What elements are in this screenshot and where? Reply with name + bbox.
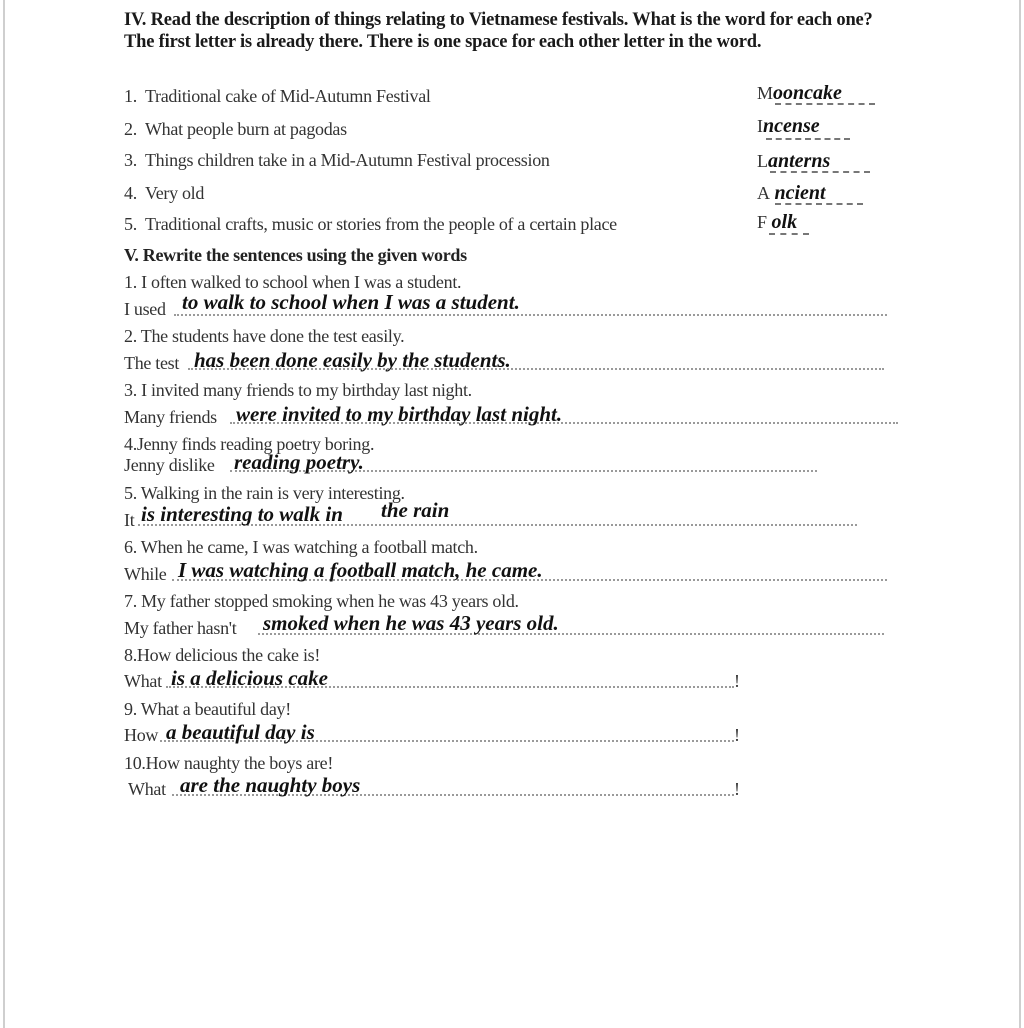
answer-dashes — [775, 103, 875, 105]
rewrite-lead-6: While — [124, 564, 167, 584]
festival-question-5 — [124, 214, 617, 235]
exclamation-mark: ! — [734, 779, 740, 799]
exclamation-mark: ! — [734, 725, 740, 745]
question-text: What people burn at pagodas — [144, 119, 347, 139]
answer-text: ncient — [774, 182, 826, 204]
rewrite-answer-7: smoked when he was 43 years old. — [263, 611, 559, 635]
rewrite-lead-8: What — [124, 671, 162, 691]
rewrite-answer-3: were invited to my birthday last night. — [236, 402, 563, 426]
rewrite-lead-1: I used — [124, 299, 166, 319]
festival-answer-5[interactable] — [757, 211, 797, 234]
question-text: Traditional crafts, music or stories from the people of a certain place — [144, 214, 617, 234]
rewrite-prompt-3: 3. I invited many friends to my birthday last night. — [124, 380, 472, 400]
rewrite-answer-9: a beautiful day is — [166, 720, 315, 744]
rewrite-answer-2: has been done easily by the students. — [194, 348, 511, 372]
rewrite-lead-10: What — [128, 779, 166, 799]
answer-dashes — [766, 138, 850, 140]
festival-question-1 — [124, 86, 431, 107]
answer-dashes — [770, 171, 870, 173]
rewrite-lead-9: How — [124, 725, 159, 745]
question-number: 4. — [124, 183, 137, 203]
question-number: 5. — [124, 214, 137, 234]
exclamation-mark: ! — [734, 671, 740, 691]
question-number: 1. — [124, 86, 137, 106]
answer-text: ooncake — [773, 82, 842, 104]
question-text: Very old — [144, 183, 205, 203]
festival-answer-1[interactable] — [757, 82, 842, 105]
rewrite-answer-6: I was watching a football match, he came. — [178, 558, 543, 582]
first-letter: L — [757, 151, 768, 171]
answer-text: ncense — [763, 115, 820, 137]
festival-answer-2[interactable] — [757, 115, 820, 138]
rewrite-prompt-8: 8.How delicious the cake is! — [124, 645, 321, 665]
festival-answer-3[interactable] — [757, 150, 830, 173]
rewrite-answer-8: is a delicious cake — [171, 666, 328, 690]
rewrite-prompt-2: 2. The students have done the test easily. — [124, 326, 405, 346]
first-letter: A — [757, 183, 770, 203]
rewrite-answer-10: are the naughty boys — [180, 773, 361, 797]
rewrite-lead-4: Jenny dislike — [124, 455, 215, 475]
first-letter: F — [757, 212, 768, 232]
rewrite-lead-3: Many friends — [124, 407, 217, 427]
section-iv-heading: IV. Read the description of things relating to Vietnamese festivals. What is the word for each one? The first letter is already there. There is one space for each other letter in the word. — [124, 10, 873, 52]
rewrite-prompt-5: 5. Walking in the rain is very interesting. — [124, 483, 405, 503]
question-text: Things children take in a Mid-Autumn Festival procession — [144, 150, 550, 170]
rewrite-lead-5: It — [124, 510, 135, 530]
rewrite-answer-5: is interesting to walk in — [141, 502, 343, 526]
first-letter: M — [757, 83, 774, 103]
question-number: 3. — [124, 150, 137, 170]
rewrite-prompt-4: 4.Jenny finds reading poetry boring. — [124, 434, 375, 454]
festival-question-4 — [124, 183, 204, 204]
rewrite-lead-2: The test — [124, 353, 180, 373]
rewrite-prompt-7: 7. My father stopped smoking when he was 43 years old. — [124, 591, 519, 611]
question-number: 2. — [124, 119, 137, 139]
first-letter: I — [757, 116, 763, 136]
festival-question-3 — [124, 150, 550, 171]
question-text: Traditional cake of Mid-Autumn Festival — [144, 86, 431, 106]
rewrite-answer-5-extra: the rain — [381, 498, 450, 522]
answer-dashes — [775, 203, 863, 205]
section-v-heading: V. Rewrite the sentences using the given words — [124, 245, 467, 265]
rewrite-answer-4: reading poetry. — [234, 450, 364, 474]
rewrite-prompt-6: 6. When he came, I was watching a football match. — [124, 537, 478, 557]
answer-text: anterns — [768, 150, 831, 172]
answer-text: olk — [771, 211, 798, 233]
festival-answer-4[interactable] — [757, 182, 826, 205]
rewrite-lead-7: My father hasn't — [124, 618, 237, 638]
rewrite-answer-1: to walk to school when I was a student. — [182, 290, 520, 314]
answer-dashes — [769, 233, 809, 235]
rewrite-prompt-1: 1. I often walked to school when I was a student. — [124, 272, 462, 292]
rewrite-prompt-9: 9. What a beautiful day! — [124, 699, 291, 719]
festival-question-2 — [124, 119, 347, 140]
rewrite-prompt-10: 10.How naughty the boys are! — [124, 753, 334, 773]
